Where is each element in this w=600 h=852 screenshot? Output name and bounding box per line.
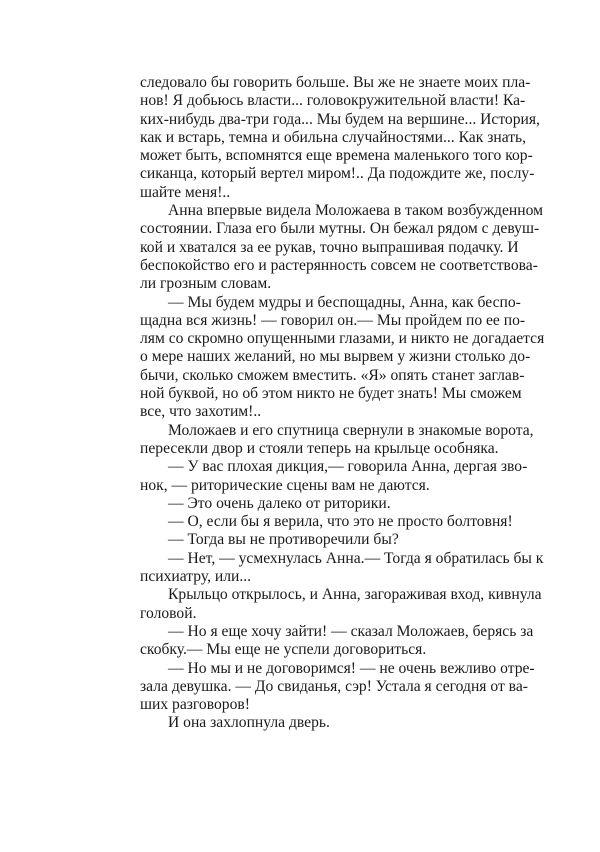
- text-line: шайте меня!..: [140, 183, 231, 201]
- text-line: ших разговоров!: [140, 696, 250, 714]
- paragraph: [140, 458, 528, 495]
- text-line: может быть, вспомнятся еще времена маленького того кор-: [140, 147, 533, 165]
- text-line: о мере наших желаний, но мы вырвем у жизни столько до-: [140, 348, 531, 366]
- paragraph: [140, 421, 534, 459]
- paragraph: [140, 549, 544, 587]
- text-line: беспокойство его и растерянность совсем не соответствова-: [140, 256, 538, 274]
- text-line: психиатру, или...: [140, 568, 252, 586]
- paragraph: [140, 513, 513, 531]
- text-line: — Но я еще хочу зайти! — сказал Моложаев, берясь за: [168, 622, 534, 640]
- text-line: головой.: [140, 604, 197, 622]
- text-line: ких-нибудь два-три года... Мы будем на вершине... История,: [140, 110, 540, 128]
- paragraph: [140, 714, 461, 732]
- text-line: лям со скромно опущенными глазами, и никто не догадается: [140, 330, 545, 348]
- text-line: нов! Я добьюсь власти... головокружительной власти! Ка-: [140, 92, 526, 110]
- text-line: Крыльцо открылось, и Анна, загораживая вход, кивнула: [168, 586, 542, 604]
- paragraph: [140, 586, 542, 623]
- paragraph: [140, 659, 535, 715]
- text-line: пересекли двор и стояли теперь на крыльце особняка.: [140, 439, 499, 457]
- text-line: — Тогда вы не противоречили бы?: [168, 531, 399, 549]
- text-line: — Это очень далеко от риторики.: [168, 494, 391, 512]
- text-line: бычи, сколько сможем вместить. «Я» опять станет заглав-: [140, 366, 525, 384]
- text-line: И она захлопнула дверь.: [168, 714, 330, 732]
- paragraph: [140, 202, 543, 293]
- text-line: сиканца, который вертел миром!.. Да подождите же, послу-: [140, 165, 535, 183]
- paragraph: [140, 495, 461, 513]
- paragraph: [140, 531, 461, 549]
- text-line: зала девушка. — До свиданья, сэр! Устала я сегодня от ва-: [140, 677, 528, 695]
- text-line: кой и хватался за ее рукав, точно выпрашивая подачку. И: [140, 238, 519, 256]
- text-line: Анна впервые видела Моложаева в таком возбужденном: [168, 202, 543, 220]
- text-line: — Нет, — усмехнулась Анна.— Тогда я обратилась бы к: [168, 549, 544, 567]
- text-line: — Но мы и не договоримся! — не очень вежливо отре-: [168, 659, 535, 677]
- text-line: ной буквой, но об этом никто не будет знать! Мы сможем: [140, 385, 522, 403]
- paragraph: [140, 622, 534, 660]
- text-line: — Мы будем мудры и беспощадны, Анна, как беспо-: [168, 293, 521, 311]
- text-line: ли грозным словам.: [140, 275, 272, 293]
- text-line: следовало бы говорить больше. Вы же не знаете моих пла-: [140, 74, 531, 91]
- text-line: щадна вся жизнь! — говорил он.— Мы пройдем по ее по-: [140, 311, 526, 329]
- text-line: Моложаев и его спутница свернули в знакомые ворота,: [168, 421, 534, 439]
- paragraph: [140, 293, 545, 422]
- text-line: состоянии. Глаза его были мутны. Он бежал рядом с девуш-: [140, 220, 540, 238]
- text-line: как и встарь, темна и обильна случайностями... Как знать,: [140, 128, 527, 146]
- text-line: нок, — риторические сцены вам не даются.: [140, 476, 430, 494]
- page-body-text: [140, 74, 545, 733]
- text-line: — О, если бы я верила, что это не просто болтовня!: [168, 513, 513, 531]
- text-line: скобку.— Мы еще не успели договориться.: [140, 641, 427, 659]
- text-line: все, что захотим!..: [140, 403, 262, 421]
- text-line: — У вас плохая дикция,— говорила Анна, дергая зво-: [168, 458, 528, 476]
- paragraph: [140, 74, 540, 202]
